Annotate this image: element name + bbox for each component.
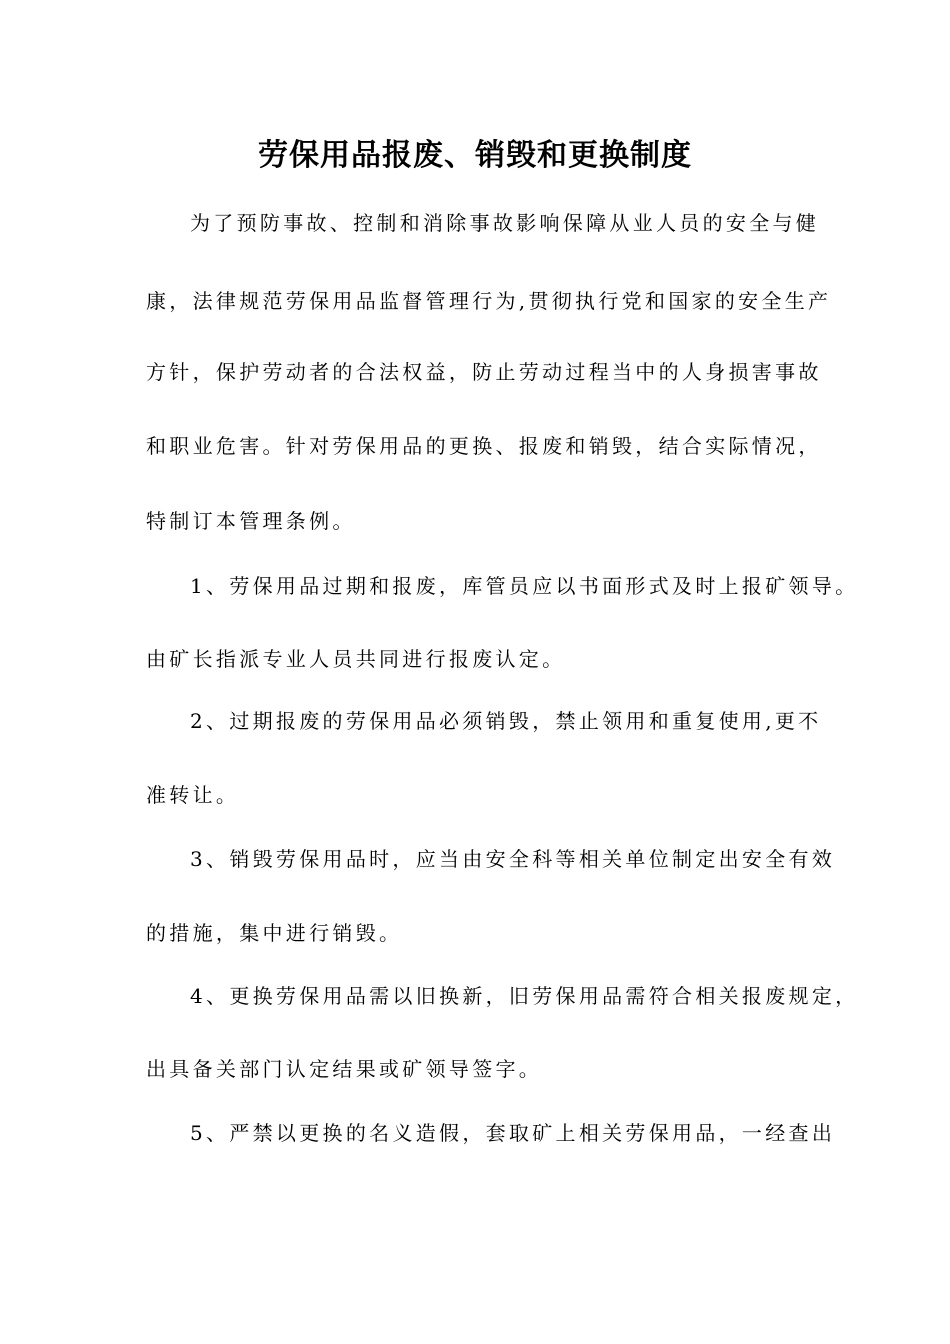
paragraph-line: 的措施，集中进行销毁。 <box>146 921 403 945</box>
paragraph-line: 2、过期报废的劳保用品必须销毁，禁止领用和重复使用,更不 <box>190 709 822 733</box>
paragraph-line: 特制订本管理条例。 <box>146 509 356 533</box>
paragraph-line: 1、劳保用品过期和报废，库管员应以书面形式及时上报矿领导。 <box>190 574 859 598</box>
document-title: 劳保用品报废、销毁和更换制度 <box>258 138 692 173</box>
paragraph-line: 4、更换劳保用品需以旧换新，旧劳保用品需符合相关报废规定， <box>190 984 859 1008</box>
paragraph-line: 为了预防事故、控制和消除事故影响保障从业人员的安全与健 <box>190 211 820 235</box>
paragraph-line: 由矿长指派专业人员共同进行报废认定。 <box>146 647 566 671</box>
paragraph-line: 5、严禁以更换的名义造假，套取矿上相关劳保用品，一经查出 <box>190 1121 836 1145</box>
paragraph-line: 方针，保护劳动者的合法权益，防止劳动过程当中的人身损害事故 <box>146 360 822 384</box>
paragraph-line: 康，法律规范劳保用品监督管理行为,贯彻执行党和国家的安全生产 <box>146 289 832 313</box>
paragraph-line: 和职业危害。针对劳保用品的更换、报废和销毁，结合实际情况， <box>146 434 822 458</box>
paragraph-line: 3、销毁劳保用品时，应当由安全科等相关单位制定出安全有效 <box>190 847 836 871</box>
paragraph-line: 出具备关部门认定结果或矿领导签字。 <box>146 1057 543 1081</box>
paragraph-line: 准转让。 <box>146 783 240 807</box>
